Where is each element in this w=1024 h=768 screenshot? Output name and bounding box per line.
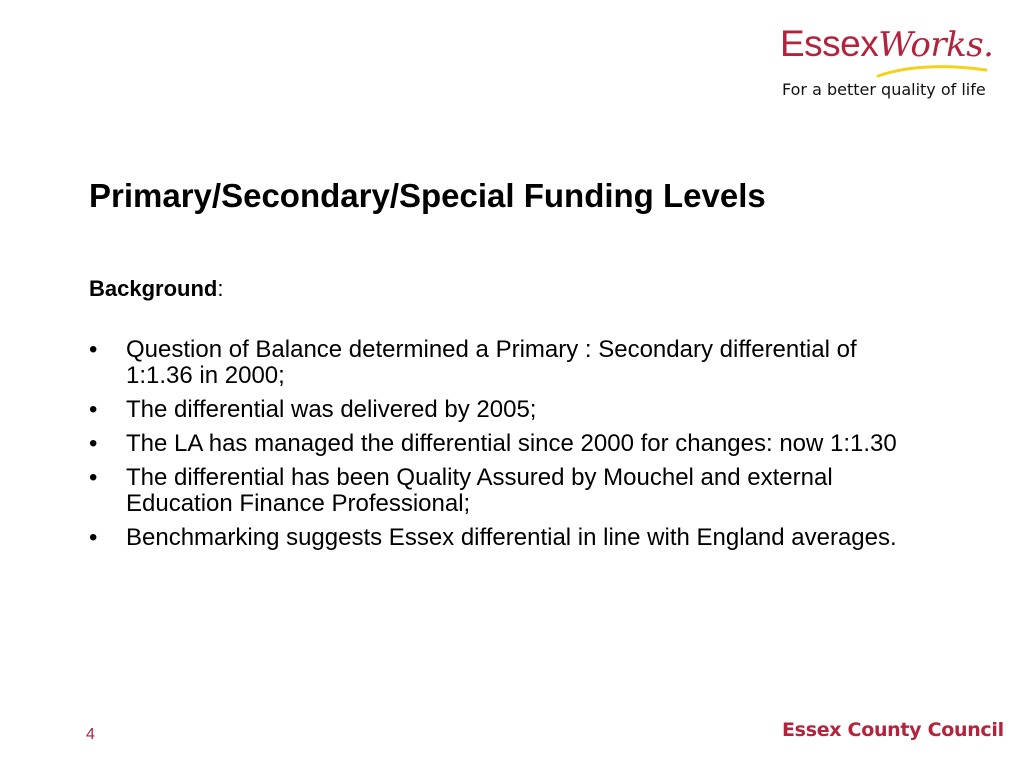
- bullet-item-managed: [89, 431, 929, 457]
- bullet-item-balance: [89, 337, 929, 389]
- logo-swoosh-icon: [876, 62, 988, 80]
- bullet-marker: •: [89, 524, 98, 551]
- bullet-marker: •: [89, 430, 98, 457]
- bullet-text: The LA has managed the differential since 2000 for changes: now 1:1.30: [126, 430, 897, 457]
- logo-brand-works: Works.: [878, 25, 994, 65]
- bullet-marker: •: [89, 336, 98, 363]
- background-heading-label: Background: [89, 276, 218, 301]
- bullet-text: Question of Balance determined a Primary : Secondary differential of 1:1.36 in 2000;: [126, 336, 857, 389]
- bullet-item-benchmarking: [89, 525, 929, 551]
- bullet-text: The differential was delivered by 2005;: [126, 396, 537, 423]
- slide-title: Primary/Secondary/Special Funding Levels: [89, 177, 766, 214]
- bullet-marker: •: [89, 396, 98, 423]
- essexworks-logo: [776, 18, 996, 108]
- background-heading: [89, 275, 223, 303]
- bullet-item-quality-assured: [89, 465, 929, 517]
- logo-brand-essex: Essex: [780, 23, 879, 64]
- bullet-list: [89, 337, 929, 559]
- bullet-marker: •: [89, 464, 98, 491]
- logo-tagline: For a better quality of life: [782, 80, 986, 99]
- footer-organisation-logo: Essex County Council: [782, 719, 1004, 741]
- page-number: 4: [86, 726, 95, 743]
- bullet-text: Benchmarking suggests Essex differential in line with England averages.: [126, 524, 897, 551]
- logo-wordmark: [780, 22, 994, 67]
- bullet-text: The differential has been Quality Assured by Mouchel and external Education Finance Professional;: [126, 464, 833, 517]
- bullet-item-delivered: [89, 397, 929, 423]
- background-heading-colon: :: [217, 276, 224, 301]
